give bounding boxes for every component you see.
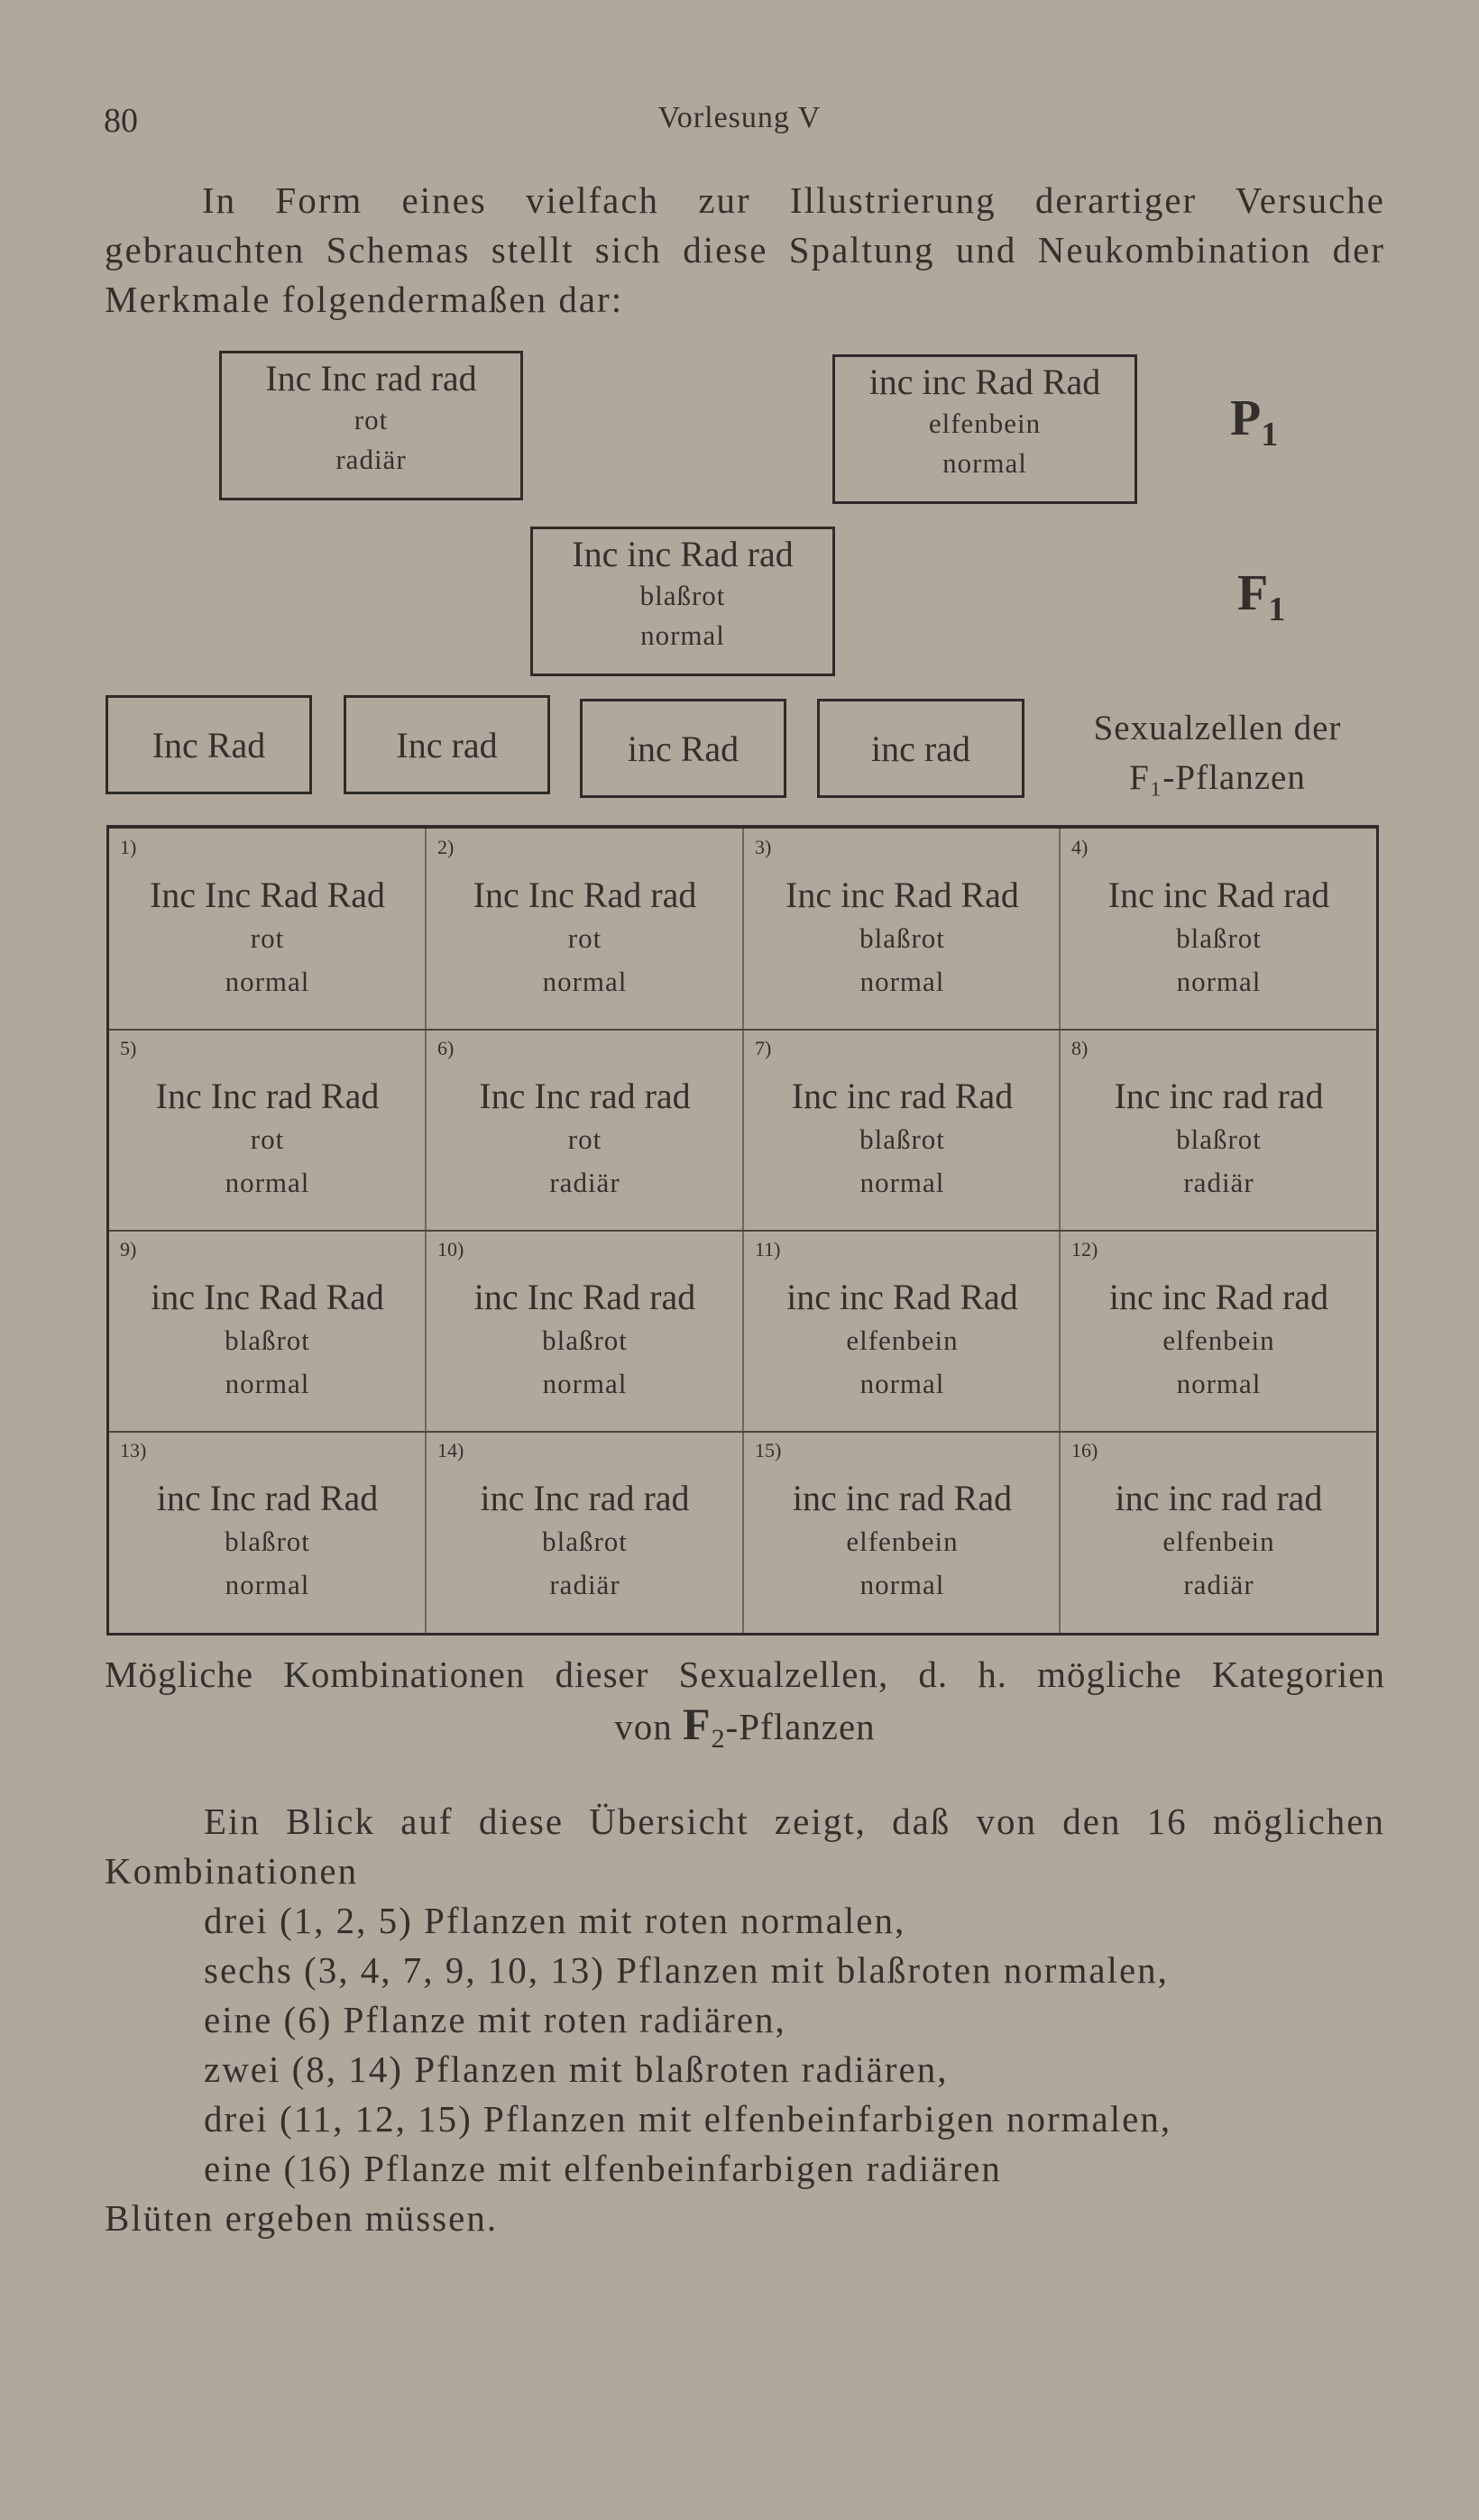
cell-genotype: Inc inc Rad rad <box>1107 875 1330 915</box>
gamete-box-4: inc rad <box>817 699 1024 798</box>
cell-number: 15) <box>755 1439 782 1462</box>
combination-cell <box>1061 1231 1377 1432</box>
cell-color: blaßrot <box>225 1526 310 1557</box>
cell-genotype: inc Inc rad Rad <box>156 1478 379 1518</box>
cell-number: 12) <box>1071 1238 1098 1260</box>
grid-caption <box>105 1650 1385 1764</box>
cell-genotype: Inc Inc Rad rad <box>473 875 697 915</box>
combination-cell <box>1061 1432 1377 1633</box>
cell-shape: normal <box>225 966 310 997</box>
intro-paragraph <box>105 176 1385 325</box>
cell-shape: normal <box>1176 966 1262 997</box>
summary-first-line: Ein Blick auf diese Übersicht zeigt, daß von den 16 möglichen <box>204 1801 1385 1842</box>
cell-color: blaßrot <box>859 1123 945 1155</box>
cell-genotype: inc Inc rad rad <box>480 1478 690 1518</box>
cell-shape: normal <box>859 1569 945 1600</box>
cell-number: 14) <box>437 1439 464 1462</box>
caption-line1: Mögliche Kombinationen dieser Sexualzellen, d. h. mögliche Kategorien <box>105 1654 1385 1695</box>
combination-grid <box>106 825 1379 1636</box>
summary-item: drei (1, 2, 5) Pflanzen mit roten normalen, <box>204 1900 906 1941</box>
f1-box <box>530 527 835 676</box>
cell-shape: radiär <box>1183 1569 1254 1600</box>
gametes-label <box>1037 703 1398 802</box>
cell-shape: radiär <box>1183 1167 1254 1198</box>
cell-number: 9) <box>120 1238 137 1260</box>
cell-number: 2) <box>437 836 455 858</box>
caption-post: -Pflanzen <box>725 1706 876 1747</box>
combination-cell <box>427 1030 743 1231</box>
gamete-box-1: Inc Rad <box>106 695 312 794</box>
summary-item: drei (11, 12, 15) Pflanzen mit elfenbeinfarbigen normalen, <box>204 2098 1172 2140</box>
cell-color: blaßrot <box>1176 922 1262 954</box>
cell-genotype: inc Inc Rad Rad <box>151 1277 384 1317</box>
cell-shape: normal <box>542 966 628 997</box>
summary-item: eine (16) Pflanze mit elfenbeinfarbigen radiären <box>204 2148 1002 2189</box>
cell-number: 1) <box>120 836 137 858</box>
cell-color: blaßrot <box>225 1324 310 1356</box>
cell-shape: normal <box>859 966 945 997</box>
cell-number: 16) <box>1071 1439 1098 1462</box>
cell-color: elfenbein <box>1162 1324 1275 1356</box>
cell-genotype: Inc Inc Rad Rad <box>149 875 385 915</box>
combination-cell <box>109 829 426 1030</box>
parent-color: rot <box>354 404 389 435</box>
cell-shape: normal <box>225 1368 310 1399</box>
cell-color: blaßrot <box>1176 1123 1262 1155</box>
cell-color: elfenbein <box>1162 1526 1275 1557</box>
cell-number: 13) <box>120 1439 147 1462</box>
intro-text: In Form eines vielfach zur Illustrierung derartiger Versuche gebrauchten Schemas stellt sich diese Spaltung und Neukombination der Merkmale folgendermaßen dar: <box>105 179 1385 320</box>
parent-color: elfenbein <box>928 408 1042 439</box>
page-number: 80 <box>104 102 138 140</box>
caption-f: F <box>683 1699 712 1749</box>
summary-end: Blüten ergeben müssen. <box>105 2197 499 2239</box>
summary-second-line: Kombinationen <box>105 1850 359 1892</box>
cell-color: rot <box>567 922 602 954</box>
combination-cell <box>427 1231 743 1432</box>
cell-number: 10) <box>437 1238 464 1260</box>
cell-color: blaßrot <box>859 922 945 954</box>
gamete-box-2: Inc rad <box>344 695 550 794</box>
cell-color: blaßrot <box>542 1526 628 1557</box>
parent-shape: normal <box>942 447 1027 479</box>
cell-genotype: inc inc Rad rad <box>1108 1277 1329 1317</box>
cell-shape: radiär <box>549 1167 620 1198</box>
cell-color: rot <box>250 922 285 954</box>
combination-cell <box>744 1432 1061 1633</box>
summary-item: sechs (3, 4, 7, 9, 10, 13) Pflanzen mit blaßroten normalen, <box>204 1949 1169 1991</box>
cell-color: rot <box>567 1123 602 1155</box>
combination-cell <box>109 1432 426 1633</box>
cell-genotype: Inc inc Rad Rad <box>785 875 1019 915</box>
summary-item: eine (6) Pflanze mit roten radiären, <box>204 1999 786 2040</box>
cell-number: 4) <box>1071 836 1089 858</box>
f1-label: $F_1$ <box>1237 565 1286 629</box>
parent-box-2 <box>832 354 1137 504</box>
parent-shape: radiär <box>335 444 407 475</box>
cell-number: 7) <box>755 1037 772 1059</box>
cell-shape: normal <box>542 1368 628 1399</box>
combination-cell <box>744 1231 1061 1432</box>
cell-number: 8) <box>1071 1037 1089 1059</box>
caption-sub: 2 <box>711 1724 726 1755</box>
cell-genotype: Inc Inc rad rad <box>479 1076 691 1116</box>
cell-genotype: Inc inc rad Rad <box>791 1076 1014 1116</box>
cell-color: blaßrot <box>542 1324 628 1356</box>
cell-number: 6) <box>437 1037 455 1059</box>
cell-genotype: inc inc rad Rad <box>792 1478 1013 1518</box>
f1-color: blaßrot <box>639 580 726 611</box>
combination-cell <box>427 829 743 1030</box>
gametes-label-line2: F₁-Pflanzen <box>1129 758 1306 797</box>
cell-shape: normal <box>1176 1368 1262 1399</box>
parent-box-1 <box>219 351 523 500</box>
cell-shape: normal <box>225 1167 310 1198</box>
cell-color: elfenbein <box>846 1324 959 1356</box>
f1-shape: normal <box>640 619 725 651</box>
gametes-label-line1: Sexualzellen der <box>1093 709 1342 747</box>
running-title: Vorlesung V <box>657 101 822 134</box>
cell-shape: normal <box>225 1569 310 1600</box>
cell-color: rot <box>250 1123 285 1155</box>
gamete-box-3: inc Rad <box>580 699 786 798</box>
caption-line2 <box>105 1700 1385 1764</box>
cell-shape: radiär <box>549 1569 620 1600</box>
cell-number: 11) <box>755 1238 781 1260</box>
cell-color: elfenbein <box>846 1526 959 1557</box>
cell-genotype: inc inc Rad Rad <box>786 1277 1018 1317</box>
summary-item: zwei (8, 14) Pflanzen mit blaßroten radiären, <box>204 2048 949 2090</box>
combination-cell <box>1061 829 1377 1030</box>
combination-cell <box>109 1231 426 1432</box>
cell-number: 3) <box>755 836 772 858</box>
f1-genotype: Inc inc Rad rad <box>572 534 794 574</box>
combination-cell <box>109 1030 426 1231</box>
parent-genotype: Inc Inc rad rad <box>265 358 477 399</box>
combination-cell <box>744 1030 1061 1231</box>
summary-paragraph <box>105 1797 1385 2243</box>
cell-genotype: Inc Inc rad Rad <box>155 1076 380 1116</box>
caption-pre: von <box>614 1706 673 1747</box>
cell-shape: normal <box>859 1167 945 1198</box>
cell-shape: normal <box>859 1368 945 1399</box>
p1-label: $P_1$ <box>1230 390 1279 454</box>
cell-number: 5) <box>120 1037 137 1059</box>
cell-genotype: inc Inc Rad rad <box>473 1277 696 1317</box>
combination-cell <box>427 1432 743 1633</box>
combination-cell <box>744 829 1061 1030</box>
cell-genotype: inc inc rad rad <box>1115 1478 1323 1518</box>
cell-genotype: Inc inc rad rad <box>1114 1076 1324 1116</box>
parent-genotype: inc inc Rad Rad <box>868 362 1101 402</box>
combination-cell <box>1061 1030 1377 1231</box>
